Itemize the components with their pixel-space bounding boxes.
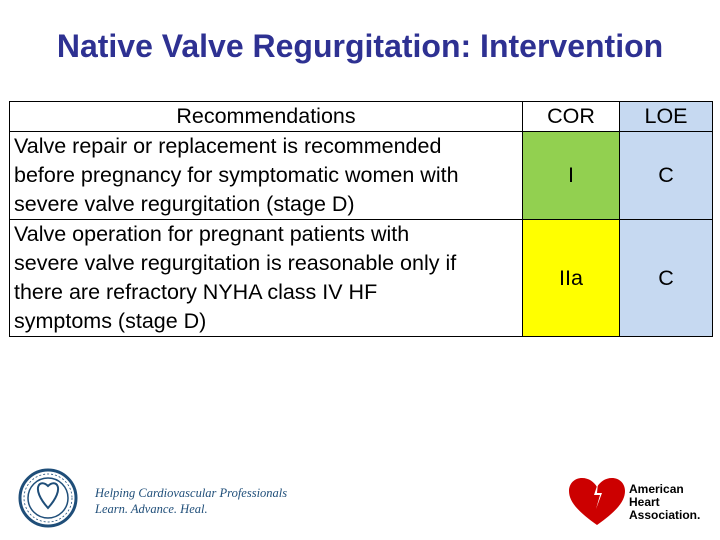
acc-seal-logo (18, 468, 78, 528)
recommendation-line: severe valve regurgitation (stage D) (14, 192, 355, 216)
cor-cell: IIa (523, 220, 620, 337)
loe-cell: C (620, 132, 713, 220)
acc-tagline-line-2: Learn. Advance. Heal. (95, 502, 208, 516)
recommendation-line: before pregnancy for symptomatic women with (14, 163, 459, 187)
recommendation-line: there are refractory NYHA class IV HF (14, 280, 378, 304)
recommendation-line: severe valve regurgitation is reasonable only if (14, 251, 457, 275)
recommendation-line: Valve repair or replacement is recommended (14, 134, 442, 158)
header-loe: LOE (620, 102, 713, 132)
recommendation-line: symptoms (stage D) (14, 309, 207, 333)
cor-cell: I (523, 132, 620, 220)
acc-tagline (95, 485, 287, 517)
acc-tagline-line-1: Helping Cardiovascular Professionals (95, 486, 288, 500)
recommendations-table (9, 101, 713, 337)
aha-logo (567, 475, 707, 530)
slide-title: Native Valve Regurgitation: Intervention (56, 28, 664, 64)
aha-word-heart: Heart (629, 495, 660, 509)
aha-wordmark (629, 483, 700, 522)
footer (0, 460, 720, 530)
table-row (10, 220, 713, 337)
loe-cell: C (620, 220, 713, 337)
aha-word-association: Association. (629, 508, 701, 522)
heart-torch-icon (567, 475, 627, 530)
header-recommendations: Recommendations (10, 102, 523, 132)
header-cor: COR (523, 102, 620, 132)
aha-word-american: American (629, 482, 684, 496)
recommendation-cell (10, 220, 523, 337)
recommendation-cell (10, 132, 523, 220)
table-row (10, 132, 713, 220)
table-header-row (10, 102, 713, 132)
recommendation-line: Valve operation for pregnant patients with (14, 222, 410, 246)
